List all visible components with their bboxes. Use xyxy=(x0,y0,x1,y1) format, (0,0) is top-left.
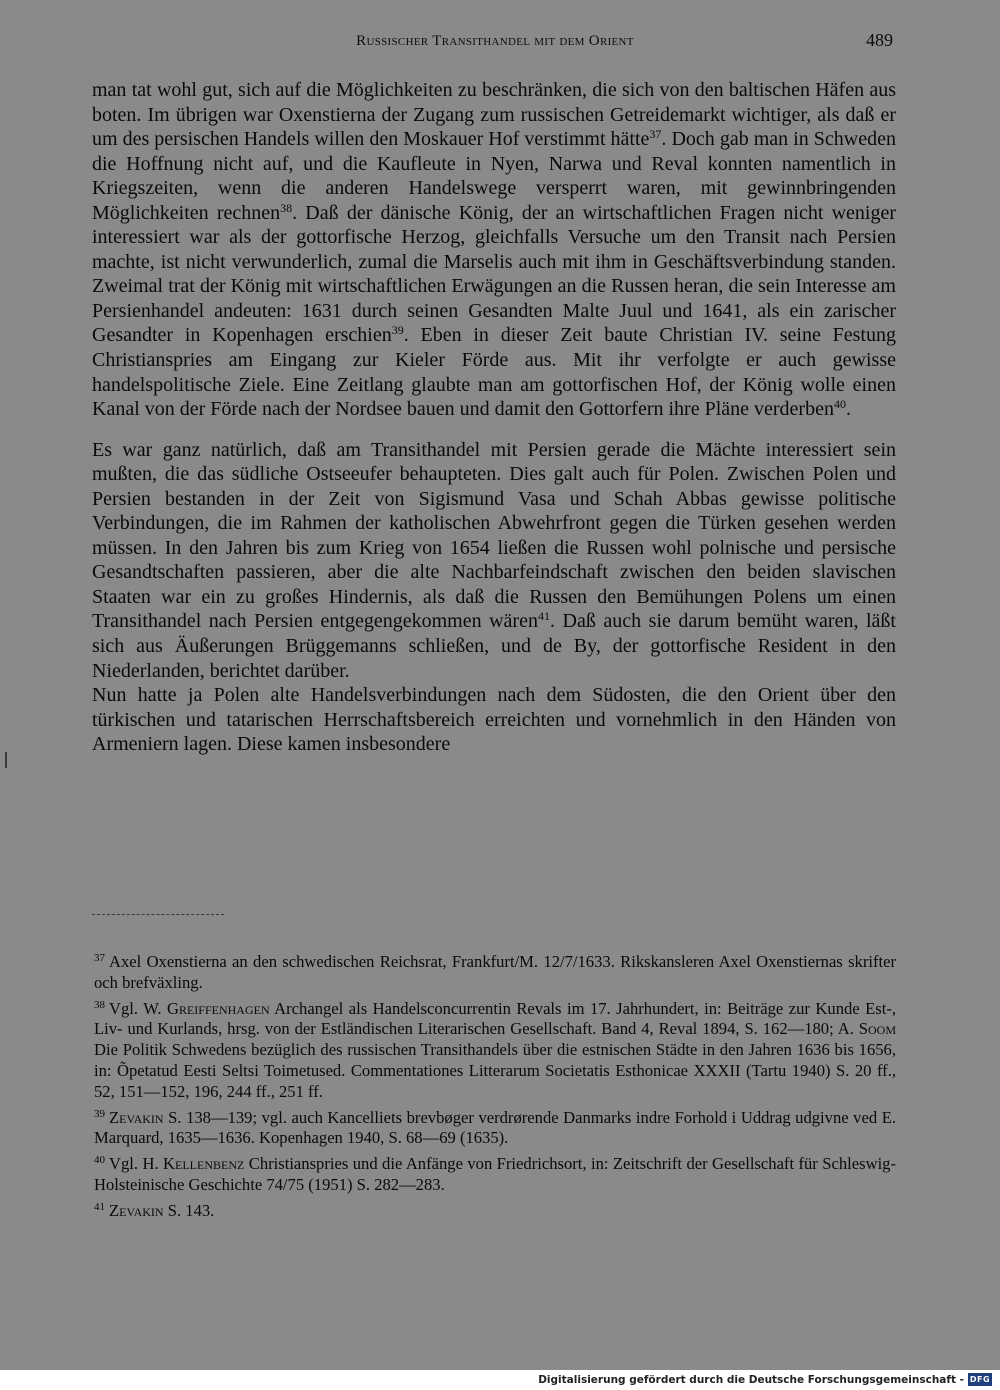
footer-strip xyxy=(0,1370,1000,1390)
paragraph-text: Es war ganz natürlich, daß am Transithandel mit Persien gerade die Mächte interessiert sein mußten, die das südliche Ostseeufer behaupteten. Dies galt auch für Polen. Zwischen Polen und Persien bestanden in der Zeit von Sigismund Vasa und Schah Abbas gewisse politische Verbindungen, die im Rahmen der katholischen Abwehrfront gegen die Türken gesehen werden müssen. In den Jahren bis zum Krieg von 1654 ließen die Russen wohl polnische und persische Gesandtschaften passieren, aber die alte Nachbarfeindschaft zwischen den beiden slavischen Staaten war ein zu großes Hindernis, als daß die Russen den Bemühungen Polens um einen Transithandel nach Persien entgegengekommen wären xyxy=(92,438,896,633)
body-text xyxy=(92,78,896,757)
footnote-author: Greiffenhagen xyxy=(166,998,270,1018)
footnote-41 xyxy=(94,1201,896,1222)
footnote-text: Axel Oxenstierna an den schwedischen Reichsrat, Frankfurt/M. 12/7/1633. Rikskansleren Axel Oxenstiernas skrifter och brefväxling. xyxy=(94,952,896,992)
margin-mark xyxy=(5,752,7,768)
footnote-39 xyxy=(94,1108,896,1150)
footnote-text: S. 138—139; vgl. auch Kancelliets brevbøger verdrørende Danmarks indre Forhold i Uddrag udgivne ved E. Marquard, 1635—1636. Kopenhagen 1940, S. 68—69 (1635). xyxy=(94,1107,896,1148)
paragraph-text: . Daß auch sie darum bemüht waren, läßt sich aus Äußerungen Brüggemanns schließen, und de By, der gottorfische Resident in den Niederlanden, berichtet darüber. xyxy=(92,610,896,682)
funding-credit: Digitalisierung gefördert durch die Deutsche Forschungsgemeinschaft - xyxy=(538,1374,964,1386)
footnote-text: S. 143. xyxy=(163,1200,215,1220)
page-number: 489 xyxy=(866,30,893,50)
footnote-text: Christianspries und die Anfänge von Friedrichsort, in: Zeitschrift der Gesellschaft für Schleswig-Holsteinische Geschichte 74/75 (1951) S. 282—283. xyxy=(94,1154,896,1194)
footnote-ref-40[interactable]: 40 xyxy=(833,397,846,412)
paragraph-text: . Eben in dieser Zeit baute Christian IV. seine Festung Christianspries am Eingang zur Kieler Förde aus. Mit ihr verfolgte er auch gewisse handelspolitische Ziele. Eine Zeitlang glaubte man am gottorfischen Hof, der König wolle einen Kanal von der Förde nach der Nordsee bauen und damit den Gottorfern ihre Pläne verderben xyxy=(92,324,896,421)
footnotes xyxy=(94,952,896,1227)
footnote-38 xyxy=(94,999,896,1103)
footnote-text: Archangel als Handelsconcurrentin Revals im 17. Jahrhundert, in: Beiträge zur Kunde Est-, Liv- und Kurlands, hrsg. von der Estländischen Literarischen Gesellschaft. Band 4, Reval 1894, S. 162—180; A. xyxy=(94,998,896,1039)
footnote-40 xyxy=(94,1154,896,1196)
footnote-ref-39[interactable]: 39 xyxy=(391,323,404,338)
footnote-ref-38[interactable]: 38 xyxy=(280,200,293,215)
footnote-author: Kellenbenz xyxy=(163,1154,245,1174)
footnote-author: Zevakin xyxy=(109,1107,164,1127)
paragraph-text: . xyxy=(845,398,851,421)
footnote-number: 38 xyxy=(94,998,105,1011)
footnote-author: Soom xyxy=(858,1019,896,1039)
footnote-number: 39 xyxy=(94,1107,105,1120)
paragraph-text: . Doch gab man in Schweden die Hoffnung nicht auf, und die Kaufleute in Nyen, Narwa und Reval konnten namentlich in Kriegszeiten, wenn die anderen Handelswege versperrt waren, mit gewinnbringenden Möglichkeiten rechnen xyxy=(92,128,896,224)
footnote-separator xyxy=(92,914,224,915)
dfg-logo-icon: DFG xyxy=(969,1375,991,1384)
paragraph-3: Nun hatte ja Polen alte Handelsverbindungen nach dem Südosten, die den Orient über den türkischen und tatarischen Herrschaftsbereich erreichten und vornehmlich in den Händen von Armeniern lagen. Diese kamen insbesondere xyxy=(92,684,896,756)
footnote-37 xyxy=(94,952,896,994)
paragraph-text: . Daß der dänische König, der an wirtschaftlichen Fragen nicht weniger interessiert war als der gottorfische Herzog, gleichfalls Versuche um den Transit nach Persien machte, ist nicht verwunderlich, zumal die Marselis auch mit ihm in Geschäftsverbindung standen. Zweimal trat der König mit wirtschaftlichen Erwägungen an die Russen heran, die sein Interesse am Persienhandel andeuten: 1631 durch seinen Gesandten Malte Juul und 1641, als ein zarischer Gesandter in Kopenhagen erschien xyxy=(92,201,896,347)
footnote-ref-41[interactable]: 41 xyxy=(537,609,550,624)
footnote-author: Zevakin xyxy=(109,1200,164,1220)
paragraph-1 xyxy=(92,78,896,422)
footnote-number: 37 xyxy=(94,952,105,964)
footnote-number: 41 xyxy=(94,1200,105,1213)
footnote-ref-37[interactable]: 37 xyxy=(649,127,662,142)
running-head xyxy=(95,30,895,54)
footnote-text: Vgl. W. xyxy=(109,998,167,1018)
footnote-text: Vgl. H. xyxy=(109,1154,164,1174)
footnote-text: Die Politik Schwedens bezüglich des russischen Transithandels über die estnischen Städte in den Jahren 1636 bis 1656, in: Õpetatud Eesti Seltsi Toimetused. Commentationes Litterarum Societatis Esthonicae XXXII (Tartu 1940) S. 20 ff., 52, 151—152, 196, 244 ff., 251 ff. xyxy=(94,1040,896,1101)
footnote-number: 40 xyxy=(94,1154,105,1167)
running-title: Russischer Transithandel mit dem Orient xyxy=(356,33,634,49)
paragraph-2 xyxy=(92,438,896,683)
paragraph-text: man tat wohl gut, sich auf die Möglichkeiten zu beschränken, die sich von den baltischen Häfen aus boten. Im übrigen war Oxenstierna der Zugang zum russischen Getreidemarkt wichtiger, als daß er um des persischen Handels willen den Moskauer Hof verstimmt hätte xyxy=(92,79,896,151)
